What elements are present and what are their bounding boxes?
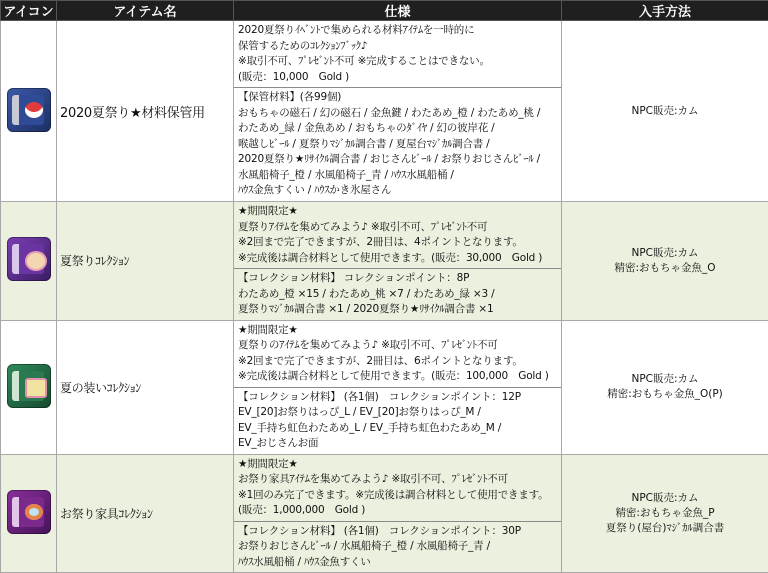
spec-cell xyxy=(234,202,562,321)
method-cell xyxy=(562,320,768,454)
spec-description xyxy=(234,202,561,269)
method-line: NPC販売:カム xyxy=(562,246,768,261)
spec-line: おもちゃの磁石 / 幻の磁石 / 金魚鍵 / わたあめ_橙 / わたあめ_桃 / xyxy=(238,106,557,122)
spec-cell xyxy=(234,21,562,202)
spec-line: ﾊｳｽ水風船桶 / ﾊｳｽ金魚すくい xyxy=(238,555,557,571)
spec-materials xyxy=(234,88,561,201)
spec-line: わたあめ_緑 / 金魚あめ / おもちゃのﾀﾞｲﾔ / 幻の彼岸花 / xyxy=(238,121,557,137)
spec-line: 喉越しﾋﾞｰﾙ / 夏祭りﾏｼﾞｶﾙ調合書 / 夏屋台ﾏｼﾞｶﾙ調合書 / xyxy=(238,137,557,153)
spec-line: ★期間限定★ xyxy=(238,457,557,473)
method-line: NPC販売:カム xyxy=(562,491,768,506)
spec-line: ※1回のみ完了できます。※完成後は調合材料として使用できます。 xyxy=(238,488,557,504)
header-method: 入手方法 xyxy=(562,1,768,21)
book-goldfish-icon xyxy=(7,490,51,534)
spec-line: 【コレクション材料】 (各1個) コレクションポイント：12P xyxy=(238,390,557,406)
spec-line: 【コレクション材料】 (各1個) コレクションポイント：30P xyxy=(238,524,557,540)
spec-line: (販売：1,000,000 Gold ) xyxy=(238,503,557,519)
method-cell xyxy=(562,202,768,321)
spec-line: ※完成後は調合材料として使用できます。(販売：30,000 Gold ) xyxy=(238,251,557,267)
header-item-name: アイテム名 xyxy=(57,1,234,21)
book-fan-icon xyxy=(7,237,51,281)
spec-line: ★期間限定★ xyxy=(238,204,557,220)
spec-line: 2020夏祭りｲﾍﾞﾝﾄで集められる材料ｱｲﾃﾑを一時的に xyxy=(238,23,557,39)
spec-line: 保管するためのｺﾚｸｼｮﾝﾌﾞｯｸ♪ xyxy=(238,39,557,55)
spec-line: 夏祭りｱｲﾃﾑを集めてみよう♪ ※取引不可、ﾌﾟﾚｾﾞﾝﾄ不可 xyxy=(238,220,557,236)
header-row xyxy=(1,1,768,21)
method-cell xyxy=(562,454,768,573)
table-row xyxy=(1,320,768,454)
spec-line: EV_おじさんお面 xyxy=(238,436,557,452)
icon-cell xyxy=(1,454,57,573)
spec-line: お祭り家具ｱｲﾃﾑを集めてみよう♪ ※取引不可、ﾌﾟﾚｾﾞﾝﾄ不可 xyxy=(238,472,557,488)
spec-line: ※完成後は調合材料として使用できます。(販売：100,000 Gold ) xyxy=(238,369,557,385)
spec-line: 【コレクション材料】 コレクションポイント：8P xyxy=(238,271,557,287)
icon-cell xyxy=(1,21,57,202)
spec-materials xyxy=(234,388,561,454)
spec-description xyxy=(234,455,561,522)
spec-line: ※2回まで完了できますが、2冊目は、4ポイントとなります。 xyxy=(238,235,557,251)
spec-materials xyxy=(234,522,561,573)
spec-line: ★期間限定★ xyxy=(238,323,557,339)
header-spec: 仕様 xyxy=(234,1,562,21)
method-line: NPC販売:カム xyxy=(562,372,768,387)
item-name: 2020夏祭り★材料保管用 xyxy=(57,21,234,202)
spec-line: わたあめ_橙 ×15 / わたあめ_桃 ×7 / わたあめ_緑 ×3 / xyxy=(238,287,557,303)
spec-cell xyxy=(234,320,562,454)
method-line: NPC販売:カム xyxy=(562,104,768,119)
spec-line: ﾊｳｽ金魚すくい / ﾊｳｽかき氷屋さん xyxy=(238,183,557,199)
spec-line: 夏祭りのｱｲﾃﾑを集めてみよう♪ ※取引不可、ﾌﾟﾚｾﾞﾝﾄ不可 xyxy=(238,338,557,354)
spec-line: 2020夏祭り★ﾘｻｲｸﾙ調合書 / おじさんﾋﾞｰﾙ / お祭りおじさんﾋﾞｰﾙ / xyxy=(238,152,557,168)
header-icon: アイコン xyxy=(1,1,57,21)
book-yukata-icon xyxy=(7,364,51,408)
method-line: 夏祭り(屋台)ﾏｼﾞｶﾙ調合書 xyxy=(562,521,768,536)
spec-line: 夏祭りﾏｼﾞｶﾙ調合書 ×1 / 2020夏祭り★ﾘｻｲｸﾙ調合書 ×1 xyxy=(238,302,557,318)
item-name: 夏祭りｺﾚｸｼｮﾝ xyxy=(57,202,234,321)
spec-materials xyxy=(234,269,561,320)
spec-line: EV_[20]お祭りはっぴ_L / EV_[20]お祭りはっぴ_M / xyxy=(238,405,557,421)
spec-line: お祭りおじさんﾋﾞｰﾙ / 水風船椅子_橙 / 水風船椅子_青 / xyxy=(238,539,557,555)
method-line: 精密:おもちゃ金魚_P xyxy=(562,506,768,521)
method-line: 精密:おもちゃ金魚_O(P) xyxy=(562,387,768,402)
spec-description xyxy=(234,321,561,388)
spec-description xyxy=(234,21,561,88)
book-magnet-icon xyxy=(7,88,51,132)
spec-line: 水風船椅子_橙 / 水風船椅子_青 / ﾊｳｽ水風船桶 / xyxy=(238,168,557,184)
item-name: お祭り家具ｺﾚｸｼｮﾝ xyxy=(57,454,234,573)
item-name: 夏の装いｺﾚｸｼｮﾝ xyxy=(57,320,234,454)
spec-line: 【保管材料】(各99個) xyxy=(238,90,557,106)
spec-line: EV_手持ち虹色わたあめ_L / EV_手持ち虹色わたあめ_M / xyxy=(238,421,557,437)
icon-cell xyxy=(1,320,57,454)
icon-cell xyxy=(1,202,57,321)
spec-cell xyxy=(234,454,562,573)
method-line: 精密:おもちゃ金魚_O xyxy=(562,261,768,276)
table-row xyxy=(1,202,768,321)
table-row xyxy=(1,21,768,202)
spec-line: ※取引不可、ﾌﾟﾚｾﾞﾝﾄ不可 ※完成することはできない。 xyxy=(238,54,557,70)
table-row xyxy=(1,454,768,573)
method-cell xyxy=(562,21,768,202)
spec-line: (販売：10,000 Gold ) xyxy=(238,70,557,86)
spec-line: ※2回まで完了できますが、2冊目は、6ポイントとなります。 xyxy=(238,354,557,370)
